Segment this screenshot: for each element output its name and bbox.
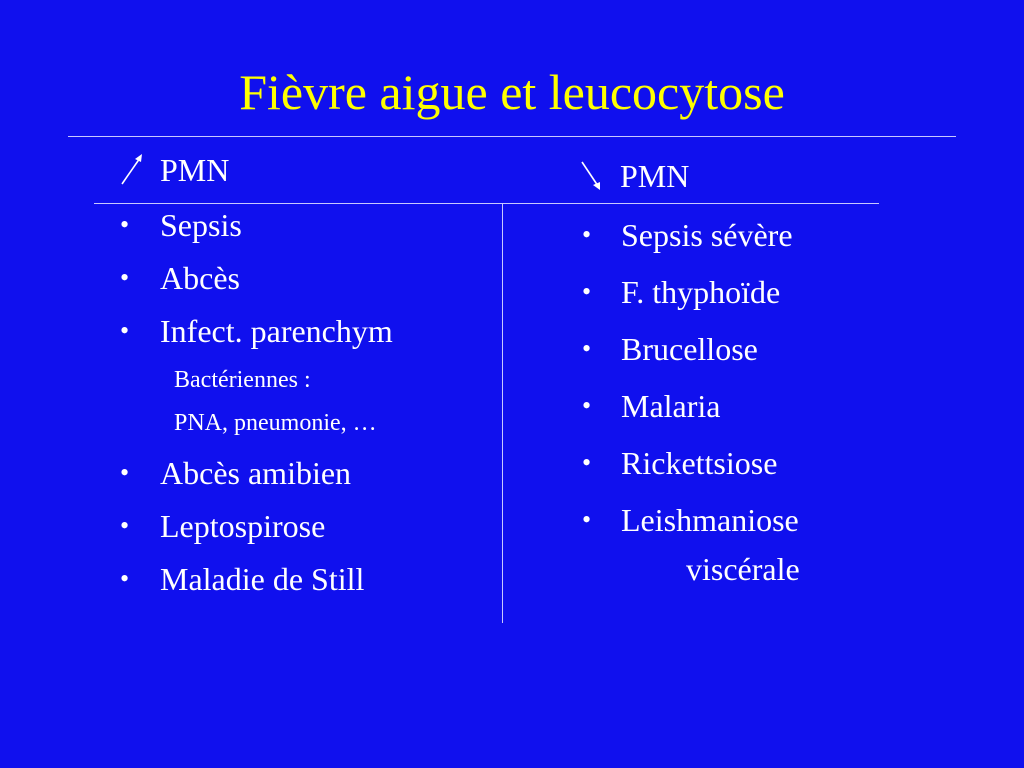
bullet-icon: • (582, 505, 592, 534)
arrow-up-right-icon (118, 150, 148, 190)
list-item-continuation: viscérale (686, 551, 800, 587)
sub-item: Bactériennes : (174, 367, 311, 393)
bullet-icon: • (120, 511, 130, 540)
column-header-divider (94, 203, 879, 204)
left-header-label: PMN (160, 152, 230, 188)
bullet-icon: • (582, 391, 592, 420)
bullet-icon: • (582, 334, 592, 363)
arrow-down-right-icon (578, 156, 608, 196)
bullet-icon: • (120, 458, 130, 487)
column-divider (502, 203, 503, 623)
bullet-icon: • (120, 263, 130, 292)
bullet-icon: • (120, 210, 130, 239)
bullet-icon: • (120, 564, 130, 593)
bullet-icon: • (582, 220, 592, 249)
bullet-icon: • (582, 448, 592, 477)
bullet-icon: • (582, 277, 592, 306)
title-divider (68, 136, 956, 137)
slide-title: Fièvre aigue et leucocytose (239, 64, 785, 120)
sub-item: PNA, pneumonie, … (174, 410, 377, 436)
bullet-icon: • (120, 316, 130, 345)
right-header-label: PMN (620, 158, 690, 194)
